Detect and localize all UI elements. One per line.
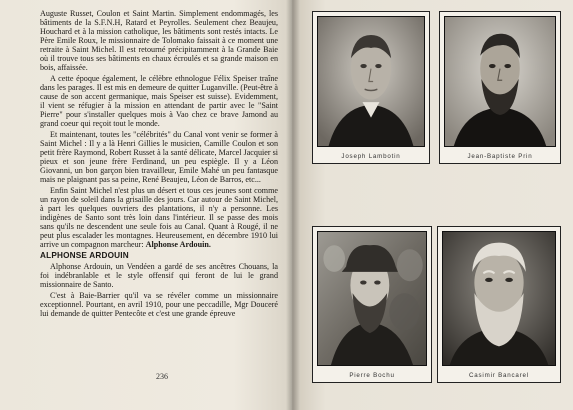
- paragraph: Alphonse Ardouin, un Vendéen a gardé de ses ancêtres Chouans, la foi indébranlable et le style offensif qui feront de lui le grand missionnaire de Santo.: [40, 262, 278, 289]
- portrait-photo-icon: [317, 16, 425, 147]
- paragraph-text: Enfin Saint Michel n'est plus un désert et tous ces jeunes sont comme un rayon de soleil dans la grisaille des jours. Car autour de Saint Michel, à part les quelques ouvriers des plantations, il n'y a personne. Les indigènes de Santo sont très loin dans l'intérieur. Il se passe des mois sans qu'ils ne descendent une seule fois au Canal. Quant à Rougé, il ne peut plus escalader les montagnes. Heureusement, en décembre 1910 lui arrive un compagnon marcheur:: [40, 186, 278, 249]
- photo-caption: Pierre Bochu: [349, 372, 395, 379]
- photo-frame: [437, 226, 561, 383]
- photo-caption: Casimir Bancarel: [469, 372, 529, 379]
- bold-name: Alphonse Ardouin.: [145, 240, 211, 249]
- portrait-image: [318, 17, 424, 146]
- paragraph: Auguste Russet, Coulon et Saint Martin. Simplement endommagés, les bâtiments de la S.F.N.H, Ratard et Peyrolles. Seulement chez Beaujeu, Houchard et à la mission catholique, les bâtiments sont restés intacts. Le Père Emile Roux, le missionnaire de Tolomako faissait à ce moment une retraite à Saint Michel. Il est retourné précipitamment à la Grande Baie où il trouve tous ses bâtiments en chaux écroulés et sa grande maison en bois, affaissée.: [40, 9, 278, 72]
- photo-frame: [312, 226, 432, 383]
- photo-caption: Jean-Baptiste Prin: [467, 153, 533, 160]
- portrait-photo-icon: [317, 231, 427, 366]
- book-gutter: [286, 0, 300, 410]
- photo-frame: [312, 11, 430, 164]
- portrait-photo-icon: [444, 16, 556, 147]
- photo-frame: [439, 11, 561, 164]
- section-heading: ALPHONSE ARDOUIN: [40, 251, 129, 260]
- portrait-photo-icon: [442, 231, 556, 366]
- portrait-image: [443, 232, 555, 365]
- photo-caption: Joseph Lambotin: [341, 153, 401, 160]
- paragraph: C'est à Baie-Barrier qu'il va se révéler comme un missionnaire exceptionnel. Pourtant, en avril 1910, pour une peccadille, Mgr Douceré lui demande de quitter Pentecôte et c'est une grande épreuve: [40, 291, 278, 318]
- portrait-image: [318, 232, 426, 365]
- paragraph: A cette époque également, le célèbre ethnologue Félix Speiser traîne dans les parages. Il est mis en demeure de quitter Luganville. (Peut-être à cause de son accent germanique, mais Speiser est suisse). Evidemment, il vient se réfugier à la mission en attendant de partir avec le "Saint Pierre" pour s'installer quelques mois à Vao chez ce brave Jamond au grand coeur qui reçoit tout le monde.: [40, 74, 278, 128]
- page-number: 236: [156, 372, 168, 381]
- left-page-text: [40, 9, 278, 320]
- paragraph: Et maintenant, toutes les "célébrités" du Canal vont venir se former à Saint Michel : Il y a là Henri Gillies le musicien, Camille Coulon et son petit frère Raymond, Robert Russet à la santé délicate, Marcel Jacquier si pieux et son jeune frère Ferdinand, un peu espiègle. Il y a Léon Giovanni, un bon garçon bien travailleur, Emile Mahé un peu fantasque mais ne plaignant pas sa peine, René Beaujeu, Léon de Barros, etc...: [40, 130, 278, 184]
- paragraph: [40, 186, 278, 249]
- portrait-image: [445, 17, 555, 146]
